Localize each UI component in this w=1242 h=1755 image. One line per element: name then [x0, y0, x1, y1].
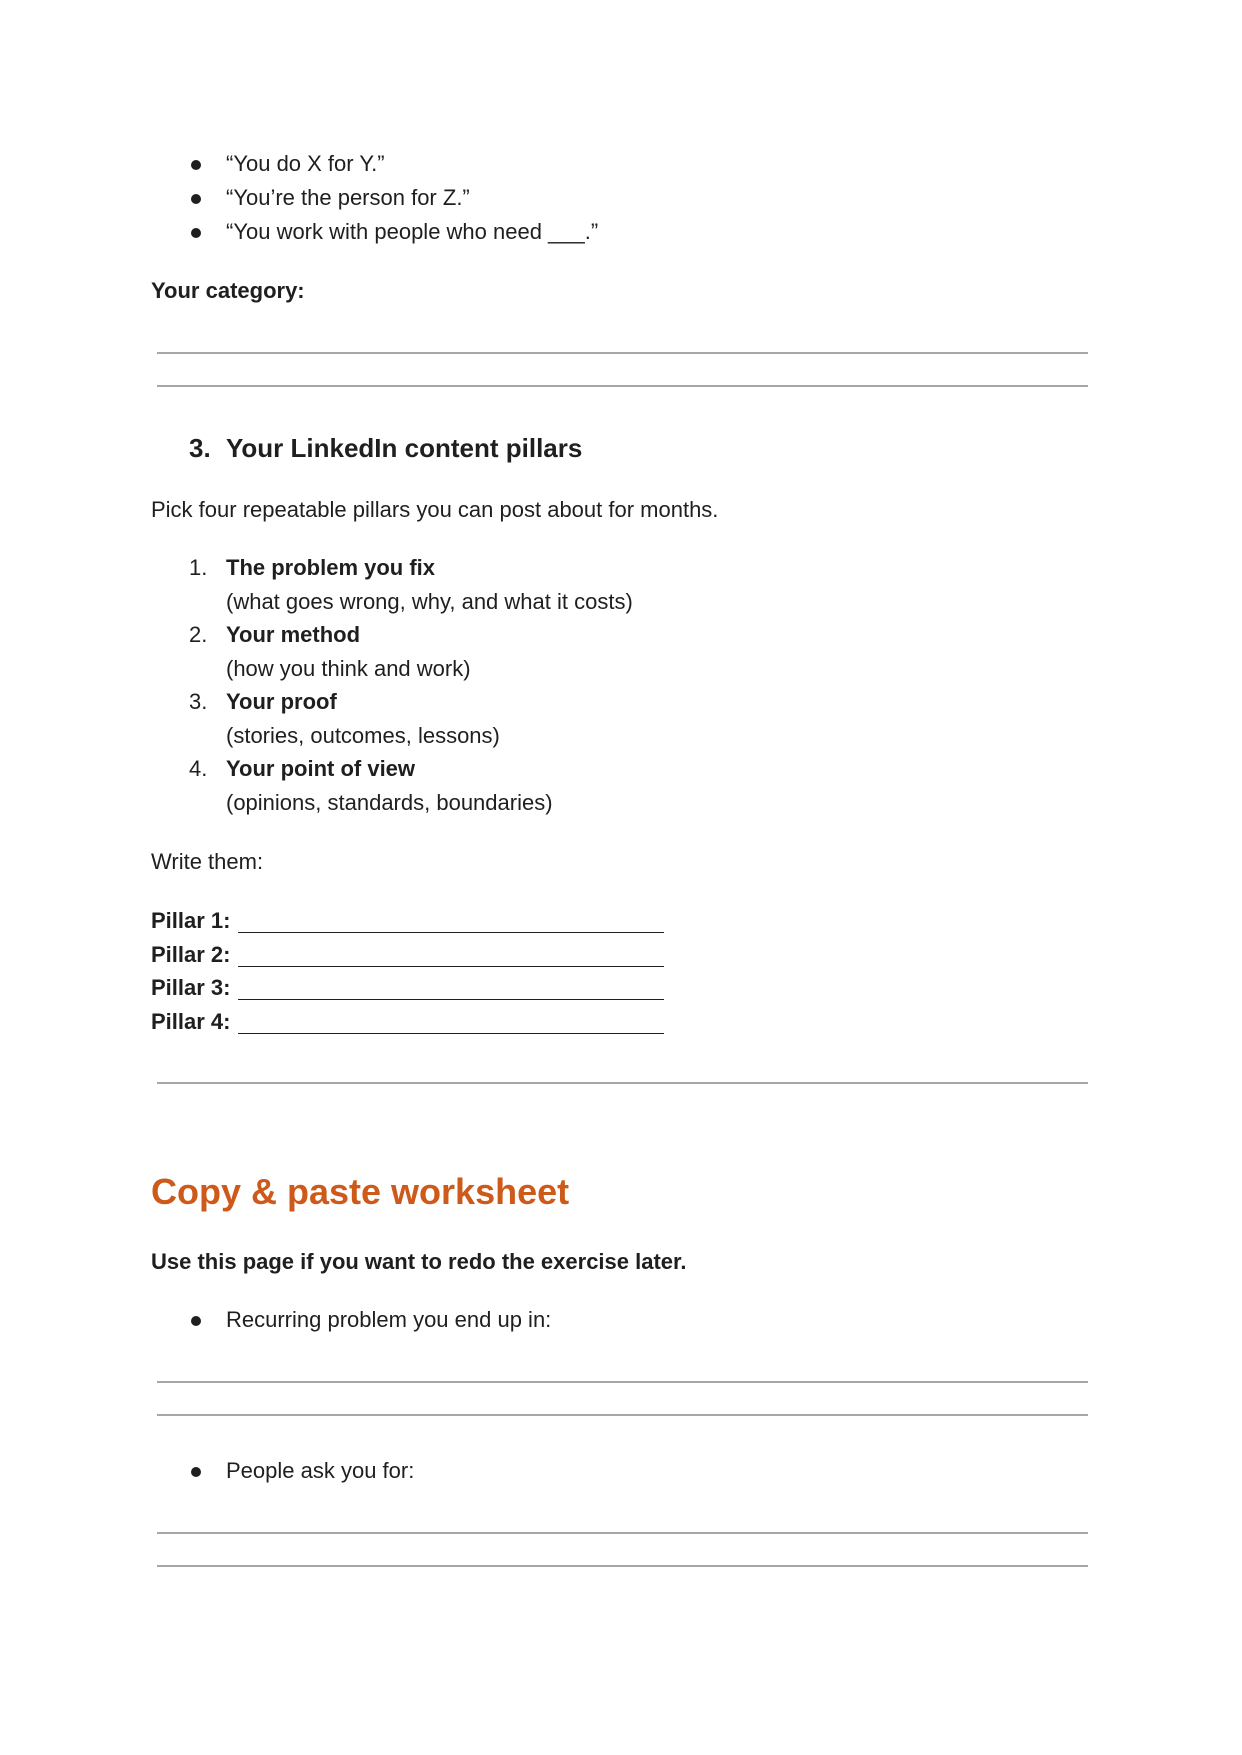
- pillar-label: Pillar 2:: [151, 942, 231, 967]
- category-answer-line-1[interactable]: [157, 352, 1088, 354]
- recurring-problem-answer-line-2[interactable]: [157, 1414, 1088, 1416]
- pillar-description: (opinions, standards, boundaries): [226, 790, 553, 815]
- category-label: Your category:: [151, 278, 305, 303]
- bullet-icon: [191, 228, 201, 238]
- list-number: 4.: [189, 756, 208, 781]
- worksheet-prompt: Recurring problem you end up in:: [226, 1307, 552, 1332]
- people-ask-answer-line-2[interactable]: [157, 1565, 1088, 1567]
- worksheet-title: Copy & paste worksheet: [151, 1171, 570, 1212]
- bullet-icon: [191, 1467, 201, 1477]
- pillar-4-input[interactable]: [238, 1033, 664, 1034]
- pillar-label: Pillar 1:: [151, 908, 231, 933]
- list-item: “You do X for Y.”: [226, 151, 385, 176]
- section-title: Your LinkedIn content pillars: [226, 433, 583, 463]
- write-prompt: Write them:: [151, 849, 264, 874]
- worksheet-subtitle: Use this page if you want to redo the exercise later.: [151, 1249, 687, 1274]
- bullet-icon: [191, 160, 201, 170]
- pillar-title: Your proof: [226, 689, 337, 714]
- section-divider: [157, 1082, 1088, 1084]
- bullet-icon: [191, 194, 201, 204]
- list-number: 3.: [189, 689, 208, 714]
- pillar-title: Your point of view: [226, 756, 416, 781]
- pillar-3-input[interactable]: [238, 999, 664, 1000]
- section-intro: Pick four repeatable pillars you can post about for months.: [151, 497, 719, 522]
- category-answer-line-2[interactable]: [157, 385, 1088, 387]
- pillar-title: The problem you fix: [226, 555, 436, 580]
- pillar-description: (what goes wrong, why, and what it costs): [226, 589, 633, 614]
- list-number: 2.: [189, 622, 208, 647]
- recurring-problem-answer-line-1[interactable]: [157, 1381, 1088, 1383]
- bullet-icon: [191, 1316, 201, 1326]
- worksheet-prompt: People ask you for:: [226, 1458, 415, 1483]
- pillar-description: (how you think and work): [226, 656, 471, 681]
- pillar-label: Pillar 4:: [151, 1009, 231, 1034]
- pillar-2-input[interactable]: [238, 966, 664, 967]
- list-item: “You work with people who need ___.”: [226, 219, 599, 244]
- list-number: 1.: [189, 555, 208, 580]
- pillar-1-input[interactable]: [238, 932, 664, 933]
- pillar-title: Your method: [226, 622, 361, 647]
- list-item: “You’re the person for Z.”: [226, 185, 470, 210]
- people-ask-answer-line-1[interactable]: [157, 1532, 1088, 1534]
- pillar-label: Pillar 3:: [151, 975, 231, 1000]
- section-number: 3.: [189, 433, 211, 463]
- pillar-description: (stories, outcomes, lessons): [226, 723, 500, 748]
